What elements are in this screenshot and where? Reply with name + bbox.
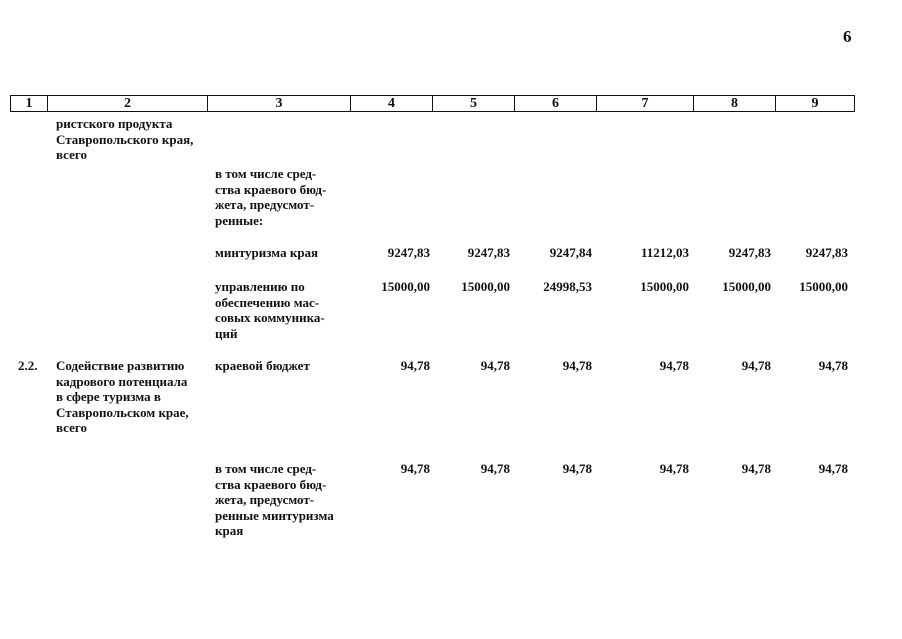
row-2-2-col6: 94,78 xyxy=(562,358,592,373)
row-2-2-col9: 94,78 xyxy=(818,358,848,373)
column-header-table xyxy=(10,95,855,112)
row-upravleniyu-col4: 15000,00 xyxy=(381,279,430,294)
row-upravleniyu-col5: 15000,00 xyxy=(461,279,510,294)
text-line: ства краевого бюд- xyxy=(215,181,327,197)
row-upravleniyu-col6: 24998,53 xyxy=(543,279,592,294)
column-header-1: 1 xyxy=(11,96,48,112)
row-minturizma-col6: 9247,84 xyxy=(549,245,592,260)
text-line: всего xyxy=(56,420,87,435)
row-upravleniyu-col8: 15000,00 xyxy=(722,279,771,294)
row-minturizma-col8: 9247,83 xyxy=(728,245,771,260)
row-incl-2-col8: 94,78 xyxy=(741,461,771,476)
row-2-2-col3: краевой бюджет xyxy=(215,358,310,373)
text-line: ристского продукта xyxy=(56,116,173,131)
row-upravleniyu-col7: 15000,00 xyxy=(640,279,689,294)
row-minturizma-col5: 9247,83 xyxy=(467,245,510,260)
row-incl-1-col3 xyxy=(215,166,346,228)
row-minturizma-col4: 9247,83 xyxy=(387,245,430,260)
text-line: ций xyxy=(215,325,238,341)
row-incl-2-col7: 94,78 xyxy=(659,461,689,476)
row-2-2-col2 xyxy=(56,358,204,436)
row-incl-2-col5: 94,78 xyxy=(480,461,510,476)
row-incl-2-col6: 94,78 xyxy=(562,461,592,476)
column-header-8: 8 xyxy=(694,96,776,112)
text-line: жета, предусмот- xyxy=(215,492,315,507)
column-header-6: 6 xyxy=(515,96,597,112)
row-2-2-col5: 94,78 xyxy=(480,358,510,373)
row-minturizma-col9: 9247,83 xyxy=(805,245,848,260)
row-intro-col2 xyxy=(56,116,204,163)
column-header-row xyxy=(11,96,855,112)
text-line: Содействие развитию xyxy=(56,358,185,373)
text-line: Ставропольского края, xyxy=(56,131,194,147)
column-header-2: 2 xyxy=(48,96,208,112)
row-upravleniyu-col3 xyxy=(215,279,346,341)
column-header-3: 3 xyxy=(208,96,351,112)
text-line: кадрового потенциала xyxy=(56,373,188,389)
text-line: совых коммуника- xyxy=(215,310,325,325)
text-line: в том числе сред- xyxy=(215,461,317,476)
row-incl-2-col3 xyxy=(215,461,346,539)
row-incl-2-col4: 94,78 xyxy=(400,461,430,476)
text-line: управлению по xyxy=(215,279,305,294)
row-upravleniyu-col9: 15000,00 xyxy=(799,279,848,294)
row-2-2-number: 2.2. xyxy=(18,358,38,373)
text-line: всего xyxy=(56,147,87,162)
text-line: Ставропольском крае, xyxy=(56,404,189,420)
row-minturizma-col3: минтуризма края xyxy=(215,245,319,260)
row-2-2-col4: 94,78 xyxy=(400,358,430,373)
row-incl-2-col9: 94,78 xyxy=(818,461,848,476)
text-line: в сфере туризма в xyxy=(56,389,161,404)
text-line: ства краевого бюд- xyxy=(215,476,327,492)
text-line: жета, предусмот- xyxy=(215,197,315,212)
text-line: ренные минтуризма xyxy=(215,507,334,523)
row-2-2-col7: 94,78 xyxy=(659,358,689,373)
text-line: в том числе сред- xyxy=(215,166,317,181)
row-minturizma-col7: 11212,03 xyxy=(640,245,689,260)
text-line: края xyxy=(215,523,244,538)
text-line: обеспечению мас- xyxy=(215,294,320,310)
column-header-9: 9 xyxy=(776,96,855,112)
row-2-2-col8: 94,78 xyxy=(741,358,771,373)
page-number: 6 xyxy=(843,27,852,46)
text-line: ренные: xyxy=(215,212,264,228)
column-header-7: 7 xyxy=(597,96,694,112)
column-header-5: 5 xyxy=(433,96,515,112)
column-header-4: 4 xyxy=(351,96,433,112)
